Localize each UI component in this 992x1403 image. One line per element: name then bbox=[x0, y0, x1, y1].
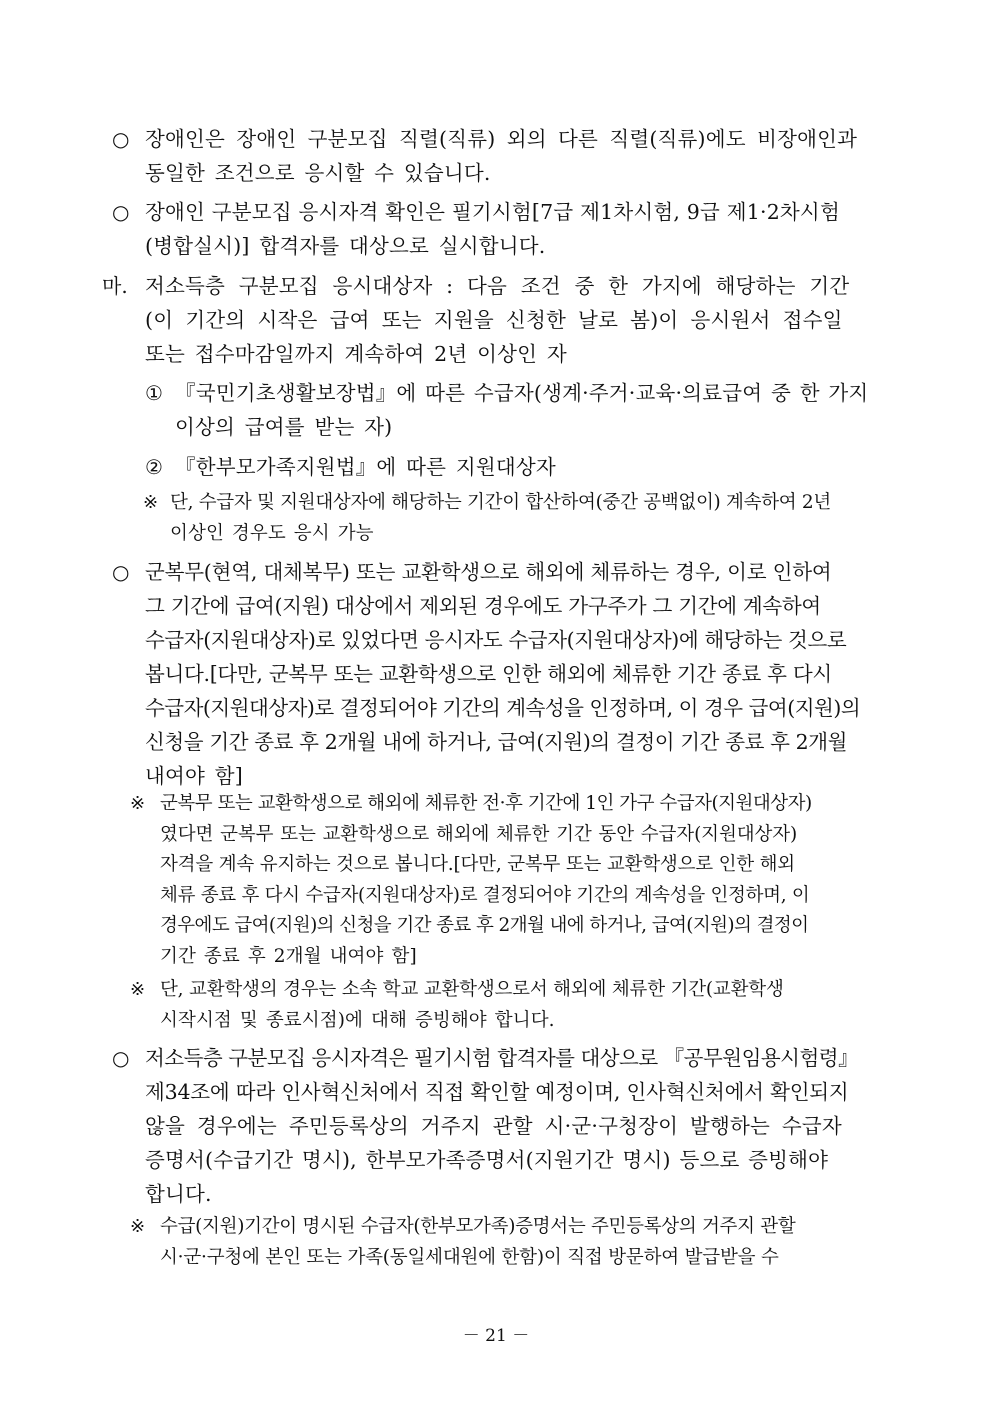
reference-mark: ※ bbox=[130, 1216, 146, 1237]
text-line: 그 기간에 급여(지원) 대상에서 제외된 경우에도 가구주가 그 기간에 계속하여 bbox=[145, 594, 821, 618]
text-line: 였다면 군복무 또는 교환학생으로 해외에 체류한 기간 동안 수급자(지원대상자) bbox=[160, 823, 798, 845]
text-line: 또는 접수마감일까지 계속하여 2년 이상인 자 bbox=[145, 342, 567, 366]
text-line: 시·군·구청에 본인 또는 가족(동일세대원에 한함)이 직접 방문하여 발급받을 수 bbox=[160, 1246, 779, 1268]
reference-mark: ※ bbox=[130, 979, 146, 1000]
reference-mark: ※ bbox=[143, 492, 159, 513]
paragraph-low-income-eligibility-check bbox=[145, 1041, 905, 1211]
reference-mark: ※ bbox=[130, 793, 146, 814]
circle-bullet: ○ bbox=[112, 200, 130, 224]
text-line: 장애인은 장애인 구분모집 직렬(직류) 외의 다른 직렬(직류)에도 비장애인과 bbox=[145, 127, 858, 151]
text-line: 군복무 또는 교환학생으로 해외에 체류한 전·후 기간에 1인 가구 수급자(지원대상자) bbox=[160, 793, 812, 814]
text-line: 내여야 함] bbox=[145, 764, 243, 788]
circle-bullet: ○ bbox=[112, 127, 130, 151]
text-line: 제34조에 따라 인사혁신처에서 직접 확인할 예정이며, 인사혁신처에서 확인되지 bbox=[145, 1080, 849, 1104]
text-line: 저소득층 구분모집 응시대상자 : 다음 조건 중 한 가지에 해당하는 기간 bbox=[145, 274, 850, 298]
text-line: 단, 수급자 및 지원대상자에 해당하는 기간이 합산하여(중간 공백없이) 계속하여 2년 bbox=[170, 492, 831, 513]
item-basic-livelihood-recipient bbox=[175, 376, 905, 444]
note-single-household-recipient bbox=[160, 789, 905, 972]
paragraph-military-exchange-student bbox=[145, 555, 905, 793]
paragraph-disabled-eligibility-check bbox=[145, 195, 905, 263]
text-line: 『국민기초생활보장법』에 따른 수급자(생계·주거·교육·의료급여 중 한 가지 bbox=[175, 381, 869, 405]
text-line: 이상의 급여를 받는 자) bbox=[175, 415, 393, 439]
text-line: 신청을 기간 종료 후 2개월 내에 하거나, 급여(지원)의 결정이 기간 종료 후 2개월 bbox=[145, 730, 848, 754]
text-line: 기간 종료 후 2개월 내여야 함] bbox=[160, 945, 417, 967]
page-number: － 21 － bbox=[462, 1326, 530, 1346]
text-line: 경우에도 급여(지원)의 신청을 기간 종료 후 2개월 내에 하거나, 급여(지원)의 결정이 bbox=[160, 915, 809, 936]
section-ma-label: 마. bbox=[102, 274, 128, 298]
text-line: 합니다. bbox=[145, 1182, 212, 1206]
paragraph-disabled-other-series bbox=[145, 122, 905, 190]
text-line: 자격을 계속 유지하는 것으로 봅니다.[다만, 군복무 또는 교환학생으로 인한 해외 bbox=[160, 854, 795, 875]
text-line: 수급(지원)기간이 명시된 수급자(한부모가족)증명서는 주민등록상의 거주지 관할 bbox=[160, 1216, 796, 1237]
text-line: 수급자(지원대상자)로 결정되어야 기간의 계속성을 인정하며, 이 경우 급여(지원)의 bbox=[145, 696, 861, 720]
text-line: 저소득층 구분모집 응시자격은 필기시험 합격자를 대상으로 『공무원임용시험령』 bbox=[145, 1046, 859, 1070]
note-exchange-student-proof bbox=[160, 975, 905, 1036]
note-certificate-issuance bbox=[160, 1212, 905, 1273]
section-low-income-applicants bbox=[145, 269, 905, 371]
text-line: 군복무(현역, 대체복무) 또는 교환학생으로 해외에 체류하는 경우, 이로 인하여 bbox=[145, 560, 832, 584]
text-line: 단, 교환학생의 경우는 소속 학교 교환학생으로서 해외에 체류한 기간(교환학생 bbox=[160, 979, 784, 1000]
item-number-1: ① bbox=[145, 381, 163, 405]
item-number-2: ② bbox=[145, 455, 163, 479]
text-line: 증명서(수급기간 명시), 한부모가족증명서(지원기간 명시) 등으로 증빙해야 bbox=[145, 1148, 829, 1172]
note-combined-period bbox=[170, 488, 905, 549]
text-line: 장애인 구분모집 응시자격 확인은 필기시험[7급 제1차시험, 9급 제1·2차시험 bbox=[145, 200, 840, 224]
text-line: 체류 종료 후 다시 수급자(지원대상자)로 결정되어야 기간의 계속성을 인정하며, 이 bbox=[160, 884, 810, 906]
text-line: 시작시점 및 종료시점)에 대해 증빙해야 합니다. bbox=[160, 1009, 555, 1031]
circle-bullet: ○ bbox=[112, 1046, 130, 1070]
text-line: 이상인 경우도 응시 가능 bbox=[170, 522, 374, 544]
text-line: (이 기간의 시작은 급여 또는 지원을 신청한 날로 봄)이 응시원서 접수일 bbox=[145, 308, 843, 332]
text-line: 동일한 조건으로 응시할 수 있습니다. bbox=[145, 161, 491, 185]
text-line: 『한부모가족지원법』에 따른 지원대상자 bbox=[175, 455, 556, 479]
text-line: 봅니다.[다만, 군복무 또는 교환학생으로 인한 해외에 체류한 기간 종료 후 다시 bbox=[145, 662, 832, 686]
item-single-parent-support bbox=[175, 450, 905, 484]
text-line: 않을 경우에는 주민등록상의 거주지 관할 시·군·구청장이 발행하는 수급자 bbox=[145, 1114, 842, 1138]
text-line: 수급자(지원대상자)로 있었다면 응시자도 수급자(지원대상자)에 해당하는 것으로 bbox=[145, 628, 847, 652]
text-line: (병합실시)] 합격자를 대상으로 실시합니다. bbox=[145, 234, 546, 258]
circle-bullet: ○ bbox=[112, 560, 130, 584]
